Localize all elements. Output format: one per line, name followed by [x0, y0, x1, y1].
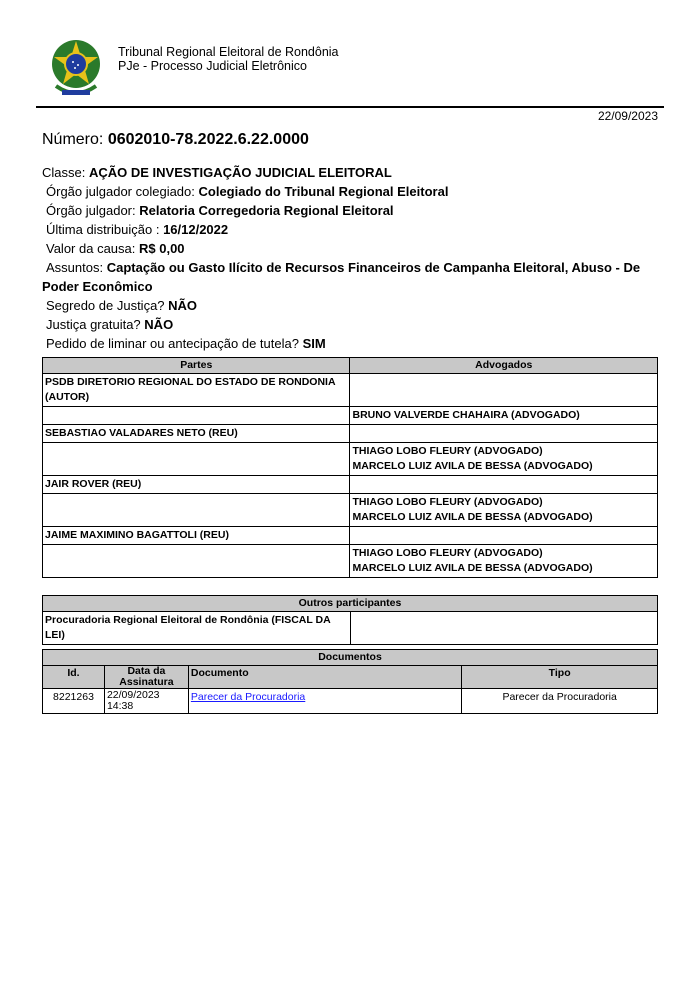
document-date: 22/09/2023	[597, 109, 658, 123]
parte-cell: JAIR ROVER (REU)	[43, 476, 350, 494]
parte-cell: Procuradoria Regional Eleitoral de Rondônia (FISCAL DA LEI)	[43, 612, 351, 645]
parte-cell	[43, 545, 350, 578]
advogado-cell	[350, 545, 658, 578]
advogado-cell	[350, 443, 658, 476]
table-row	[43, 612, 658, 645]
doc-tipo: Parecer da Procuradoria	[462, 689, 658, 714]
advogado-cell: BRUNO VALVERDE CHAHAIRA (ADVOGADO)	[350, 407, 658, 425]
documentos-header: Documentos	[43, 650, 658, 666]
orgao-label: Órgão julgador:	[46, 203, 136, 218]
parte-cell	[43, 494, 350, 527]
orgao-value: Relatoria Corregedoria Regional Eleitoral	[139, 203, 394, 218]
table-row	[43, 407, 658, 425]
table-row	[43, 476, 658, 494]
gratuita-label: Justiça gratuita?	[46, 317, 141, 332]
col-tipo: Tipo	[462, 666, 658, 689]
advogado-name: MARCELO LUIZ AVILA DE BESSA (ADVOGADO)	[352, 562, 593, 574]
orgao-colegiado-value: Colegiado do Tribunal Regional Eleitoral	[198, 184, 449, 199]
table-row	[43, 545, 658, 578]
valor-label: Valor da causa:	[46, 241, 136, 256]
parte-cell: JAIME MAXIMINO BAGATTOLI (REU)	[43, 527, 350, 545]
assuntos-value: Captação ou Gasto Ilícito de Recursos Financeiros de Campanha Eleitoral, Abuso - De Poder Econômico	[42, 260, 641, 294]
gratuita-value: NÃO	[144, 317, 174, 332]
system-name: PJe - Processo Judicial Eletrônico	[118, 59, 307, 73]
advogado-cell	[350, 612, 657, 645]
doc-data: 22/09/2023 14:38	[104, 689, 188, 714]
parte-cell	[43, 407, 350, 425]
partes-header: Partes	[43, 358, 350, 374]
col-data: Data da Assinatura	[104, 666, 188, 689]
parte-cell	[43, 443, 350, 476]
parte-cell: SEBASTIAO VALADARES NETO (REU)	[43, 425, 350, 443]
numero-value: 0602010-78.2022.6.22.0000	[107, 131, 309, 148]
classe-value: AÇÃO DE INVESTIGAÇÃO JUDICIAL ELEITORAL	[88, 165, 392, 180]
advogado-name: MARCELO LUIZ AVILA DE BESSA (ADVOGADO)	[352, 460, 593, 472]
liminar-label: Pedido de liminar ou antecipação de tutela?	[46, 336, 299, 351]
documentos-table	[42, 649, 658, 714]
table-row	[43, 494, 658, 527]
outros-header: Outros participantes	[43, 596, 658, 612]
advogado-name: THIAGO LOBO FLEURY (ADVOGADO)	[352, 547, 543, 559]
advogado-name: MARCELO LUIZ AVILA DE BESSA (ADVOGADO)	[352, 511, 593, 523]
liminar-value: SIM	[302, 336, 326, 351]
process-number	[42, 131, 309, 149]
process-info	[42, 163, 662, 353]
valor-value: R$ 0,00	[139, 241, 185, 256]
outros-participantes-table	[42, 595, 658, 645]
advogado-cell	[350, 494, 658, 527]
table-row	[43, 374, 658, 407]
doc-link-cell	[188, 689, 461, 714]
numero-label: Número:	[42, 131, 104, 148]
table-row	[43, 443, 658, 476]
parte-cell: PSDB DIRETORIO REGIONAL DO ESTADO DE RONDONIA (AUTOR)	[43, 374, 350, 407]
table-row	[43, 527, 658, 545]
brazil-coat-of-arms-icon	[50, 38, 102, 102]
advogado-cell	[350, 374, 658, 407]
tribunal-name: Tribunal Regional Eleitoral de Rondônia	[118, 45, 339, 59]
advogado-cell	[350, 476, 658, 494]
advogado-cell	[350, 527, 658, 545]
segredo-value: NÃO	[168, 298, 198, 313]
orgao-colegiado-label: Órgão julgador colegiado:	[46, 184, 195, 199]
doc-id: 8221263	[43, 689, 105, 714]
advogado-name: THIAGO LOBO FLEURY (ADVOGADO)	[352, 445, 543, 457]
segredo-label: Segredo de Justiça?	[46, 298, 165, 313]
assuntos-label: Assuntos:	[46, 260, 104, 275]
distribuicao-value: 16/12/2022	[163, 222, 229, 237]
table-row	[43, 689, 658, 714]
col-id: Id.	[43, 666, 105, 689]
document-header	[36, 38, 664, 108]
partes-table	[42, 357, 658, 578]
classe-label: Classe:	[42, 165, 86, 180]
advogados-header: Advogados	[350, 358, 658, 374]
table-row	[43, 425, 658, 443]
advogado-cell	[350, 425, 658, 443]
documento-link[interactable]: Parecer da Procuradoria	[190, 691, 306, 703]
col-documento: Documento	[188, 666, 461, 689]
distribuicao-label: Última distribuição :	[46, 222, 160, 237]
advogado-name: THIAGO LOBO FLEURY (ADVOGADO)	[352, 496, 543, 508]
